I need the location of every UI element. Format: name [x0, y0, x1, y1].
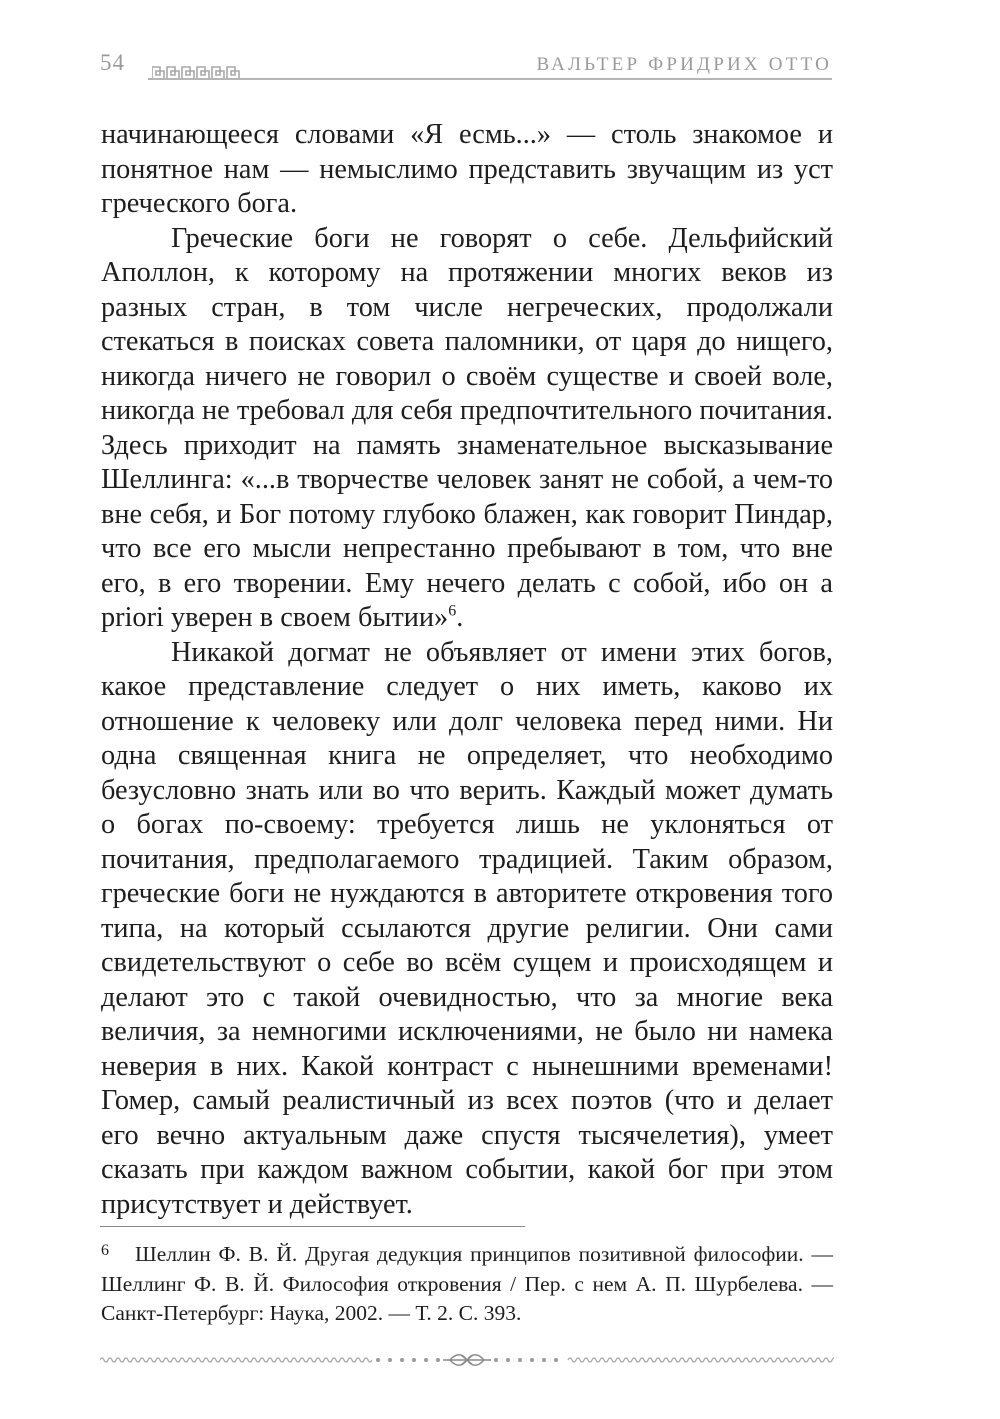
- paragraph-2-end: .: [456, 602, 464, 633]
- running-head: ВАЛЬТЕР ФРИДРИХ ОТТО: [536, 54, 832, 75]
- footnote-text: Шеллин Ф. В. Й. Другая дедукция принципов позитивной философии. — Шеллинг Ф. В. Й. Философия откровения / Пер. с нем А. П. Шурбелева. — Санкт-Петербург: Наука, 2002. — Т. 2. С. 393.: [101, 1242, 833, 1325]
- paragraph-2: [101, 222, 833, 636]
- footnote-reference: 6: [448, 602, 457, 620]
- header-rule: [148, 78, 832, 80]
- footer-ornament: [100, 1352, 834, 1368]
- page-number: 54: [100, 50, 125, 75]
- footnote-rule: [100, 1226, 525, 1227]
- paragraph-3: Никакой догмат не объявляет от имени этих богов, какое представление следует о них иметь, каково их отношение к человеку или долг человека перед ними. Ни одна священная книга не определяет, что необходимо безусловно знать или во что верить. Каждый может думать о богах по-своему: требуется лишь не уклоняться от почитания, предполагаемого традицией. Таким образом, греческие боги не нуждаются в авторитете откровения того типа, на который ссылаются другие религии. Они сами свидетельствуют о себе во всём сущем и происходящем и делают это с такой очевидностью, что за многие века величия, за немногими исключениями, не было ни намека неверия в них. Какой контраст с нынешними временами! Гомер, самый реалистичный из всех поэтов (что и делает его вечно актуальным даже спустя тысячелетия), умеет сказать при каждом важном событии, какой бог при этом присутствует и действует.: [101, 636, 833, 1220]
- paragraph-1: начинающееся словами «Я есмь...» — столь знакомое и понятное нам — немыслимо представить звучащим из уст греческого бога.: [101, 119, 833, 219]
- body-text: [101, 118, 833, 1222]
- paragraph-2-text: Греческие боги не говорят о себе. Дельфийский Аполлон, к которому на протяжении многих веков из разных стран, в том числе негреческих, продолжали стекаться в поисках совета паломники, от царя до нищего, никогда ничего не говорил о своём существе и своей воле, никогда не требовал для себя предпочтительного почитания. Здесь приходит на память знаменательное высказывание Шеллинга: «...в творчестве человек занят не собой, а чем-то вне себя, и Бог потому глубоко блажен, как говорит Пиндар, что все его мысли непрестанно пребывают в том, что вне его, в его творении. Ему нечего делать с собой, ибо он a priori уверен в своем бытии»: [101, 222, 833, 633]
- fleuron-icon: [443, 1355, 491, 1366]
- page-header: [100, 46, 832, 86]
- footnote: [101, 1240, 833, 1329]
- footnote-number: 6: [101, 1242, 109, 1259]
